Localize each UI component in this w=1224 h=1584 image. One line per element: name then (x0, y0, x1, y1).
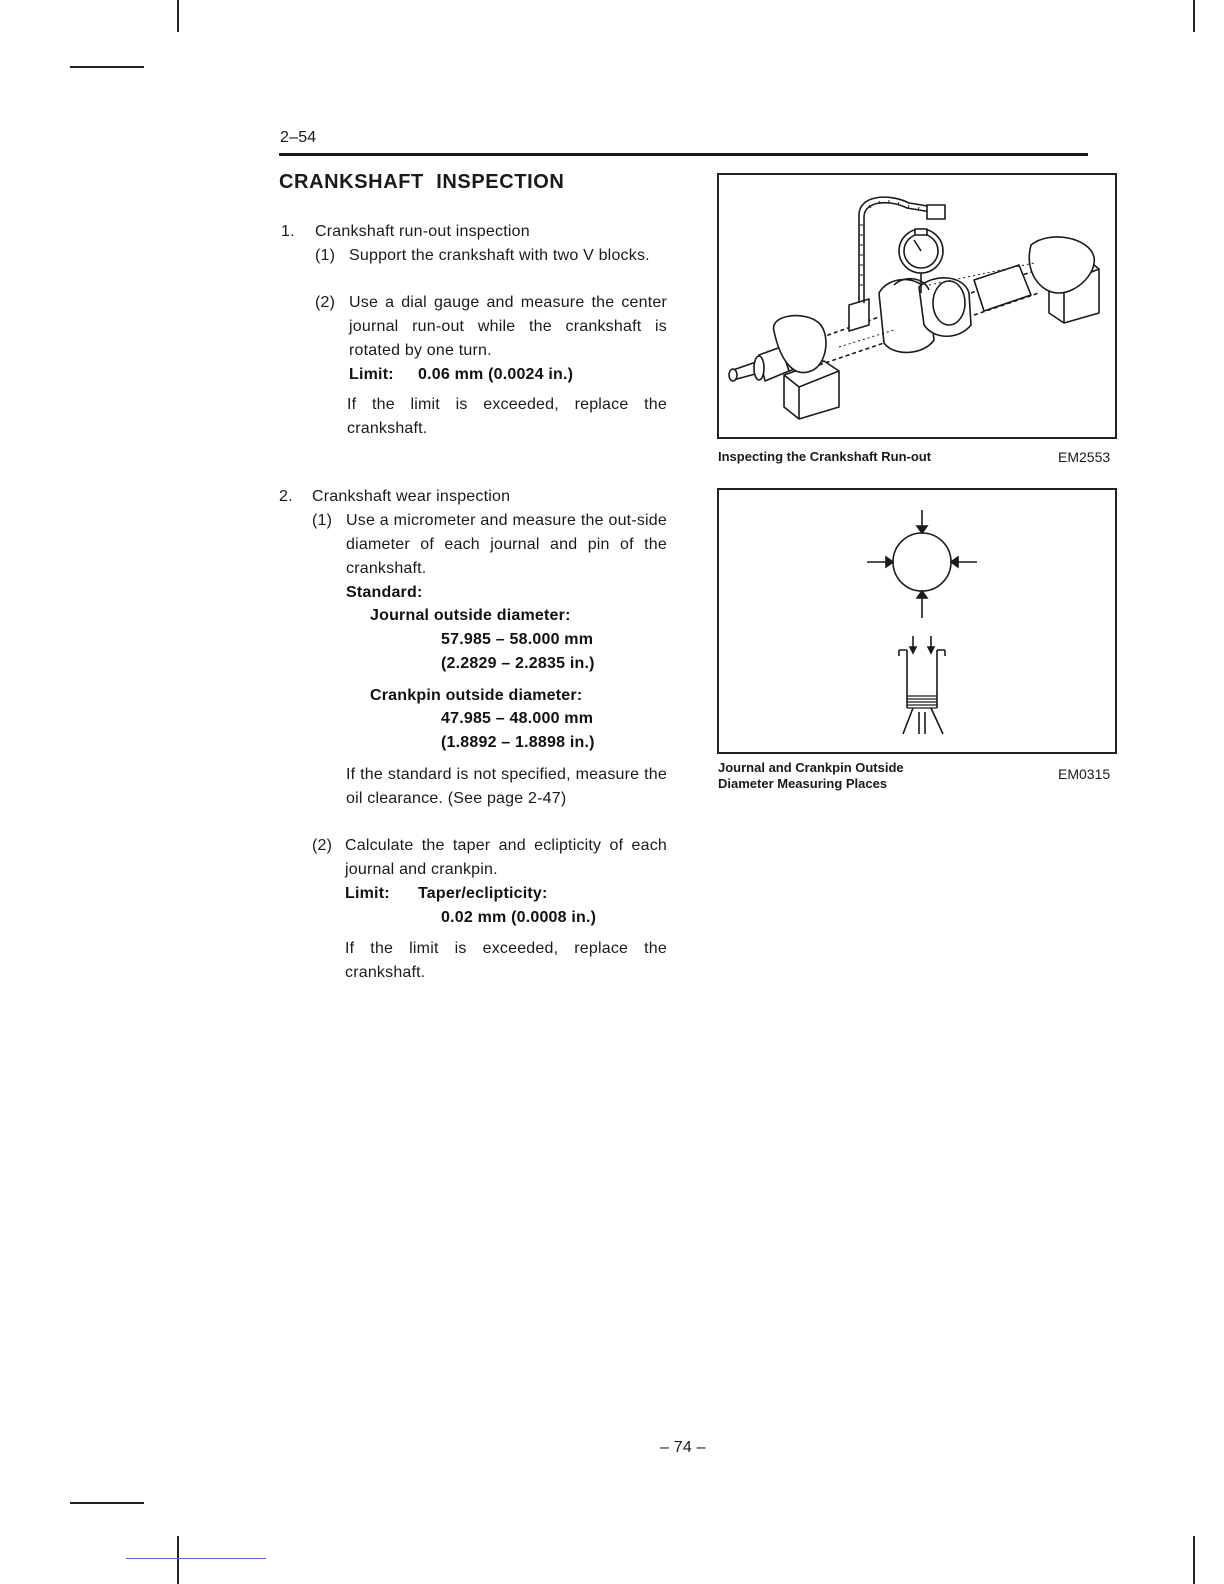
crankpin-diameter-in: (1.8892 – 1.8898 in.) (441, 734, 595, 751)
crop-mark-bottom-right-vertical (1193, 1536, 1195, 1584)
section2-limit-label: Limit: (345, 885, 390, 902)
crop-mark-bottom-left-vertical (177, 1536, 179, 1584)
figure1-caption: Inspecting the Crankshaft Run-out (718, 449, 932, 464)
figure2-code: EM0315 (1058, 766, 1111, 782)
crop-mark-top-left-vertical (177, 0, 179, 32)
section1-limit-value: 0.06 mm (0.0024 in.) (418, 366, 574, 383)
figure2-caption-line2: Diameter Measuring Places (718, 776, 888, 791)
section2-step1-text: Use a micrometer and measure the out-side diameter of each journal and pin of the crankshaft. (346, 512, 667, 577)
figure-measuring-places (717, 488, 1117, 754)
section1-note: If the limit is exceeded, replace the crankshaft. (347, 396, 667, 437)
section1-step2-number: (2) (315, 294, 336, 311)
figure-crankshaft-runout (717, 173, 1117, 439)
crankpin-diameter-mm: 47.985 – 48.000 mm (441, 710, 594, 727)
section1-title: Crankshaft run-out inspection (315, 223, 530, 240)
section1-step1-text: Support the crankshaft with two V blocks. (349, 247, 650, 264)
section2-step2-text: Calculate the taper and eclipticity of each journal and crankpin. (345, 837, 667, 878)
section1-number: 1. (281, 223, 295, 240)
section2-number: 2. (279, 488, 293, 505)
header-rule (279, 153, 1088, 156)
crop-mark-bottom-blue-line (126, 1558, 266, 1559)
page-reference: 2–54 (280, 129, 317, 146)
crop-mark-top-left-horizontal (70, 66, 144, 68)
section1-step1-number: (1) (315, 247, 336, 264)
section2-step1-number: (1) (312, 512, 333, 529)
crop-mark-top-right-vertical (1193, 0, 1195, 32)
section1-step2-text: Use a dial gauge and measure the center journal run-out while the crankshaft is rotated by one turn. (349, 294, 667, 359)
journal-diameter-label: Journal outside diameter: (370, 607, 571, 624)
section1-limit-label: Limit: (349, 366, 394, 383)
section2-note-oil-clearance: If the standard is not specified, measure the oil clearance. (See page 2-47) (346, 766, 667, 807)
section2-limit-item: Taper/eclipticity: (418, 885, 548, 902)
section2-note-replace: If the limit is exceeded, replace the crankshaft. (345, 940, 667, 981)
section2-title: Crankshaft wear inspection (312, 488, 511, 505)
crankpin-diameter-label: Crankpin outside diameter: (370, 687, 583, 704)
section2-standard-label: Standard: (346, 584, 423, 601)
journal-diameter-mm: 57.985 – 58.000 mm (441, 631, 594, 648)
figure1-code: EM2553 (1058, 449, 1111, 465)
journal-diameter-in: (2.2829 – 2.2835 in.) (441, 655, 595, 672)
page-number: – 74 – (660, 1439, 706, 1456)
measuring-places-illustration (719, 490, 1115, 752)
section2-step2-number: (2) (312, 837, 333, 854)
crop-mark-bottom-left-horizontal (70, 1502, 144, 1504)
figure2-caption-line1: Journal and Crankpin Outside (718, 760, 904, 775)
page-title: CRANKSHAFT INSPECTION (279, 171, 565, 193)
section2-limit-value: 0.02 mm (0.0008 in.) (441, 909, 597, 926)
crankshaft-runout-illustration (719, 175, 1115, 437)
